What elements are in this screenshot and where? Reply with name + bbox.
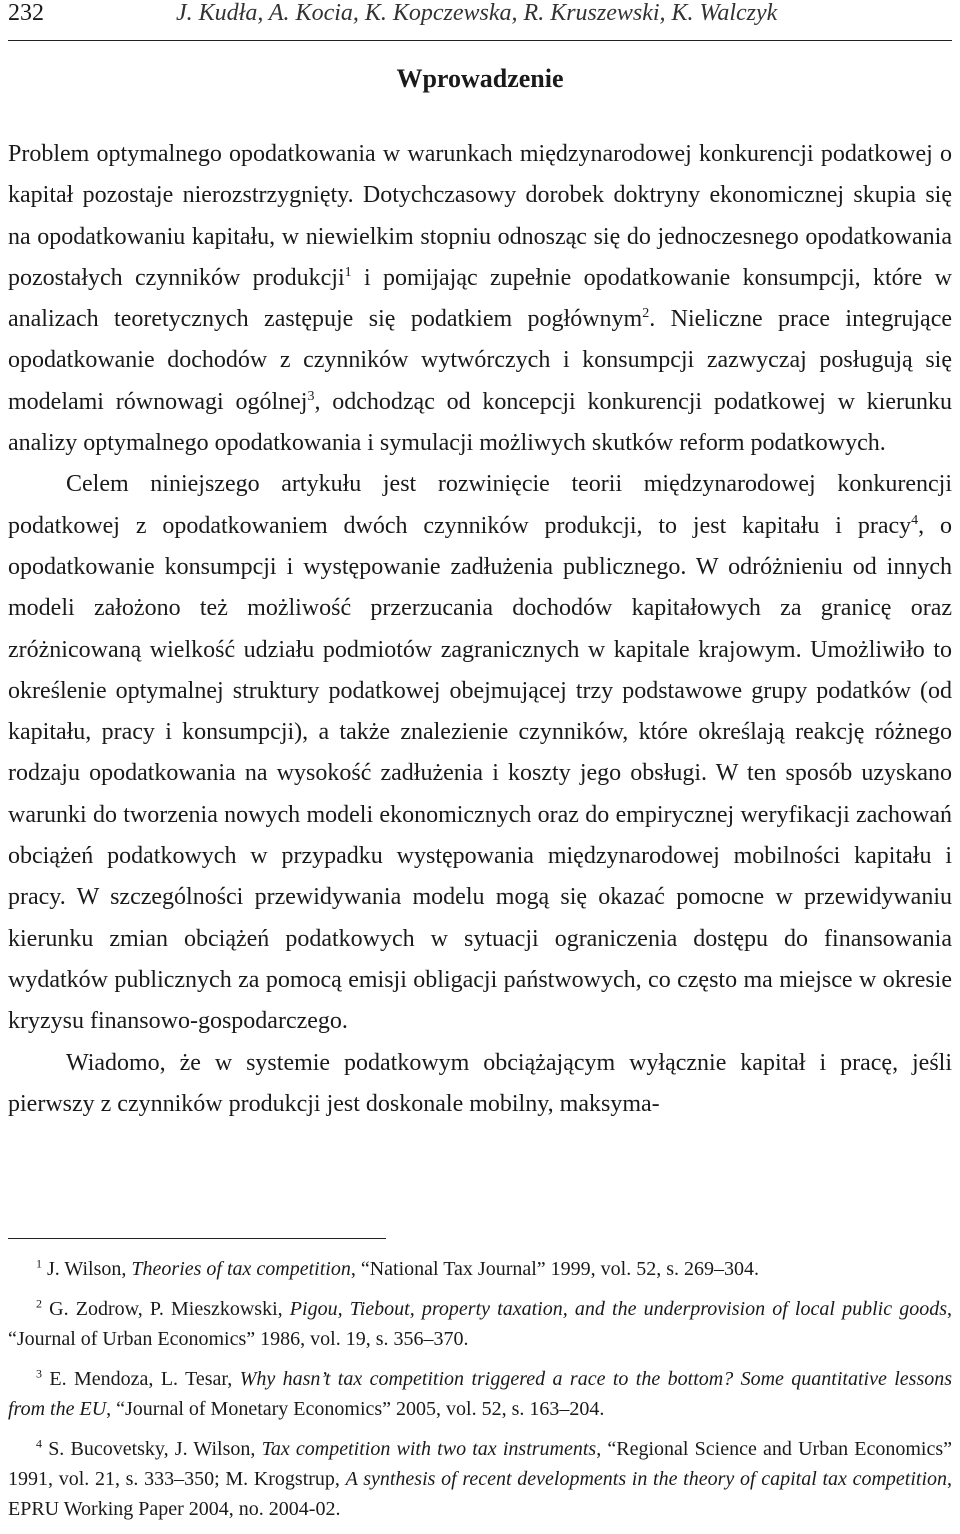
p2-text-a: Celem niniejszego artykułu jest rozwinięcie teorii międzynarodowej konkurencji podatkowej z opodatkowaniem dwóch czynników produkcji, to jest kapitału i pracy bbox=[8, 471, 952, 539]
footnote-authors: G. Zodrow, P. Mieszkowski, bbox=[49, 1298, 290, 1320]
p2-text-b: , o opodatkowanie konsumpcji i występowanie zadłużenia publicznego. W odróżnieniu od innych modeli założono też możliwość przerzucania dochodów kapitałowych za granicę oraz zróżnicowaną wielkość udziału podmiotów zagranicznych w kapitale krajowym. Umożliwiło to określenie optymalnej struktury podatkowej obejmującej trzy podstawowe grupy podatków (od kapitału, pracy i konsumpcji), a także znalezienie czynników, które określają reakcję różnego rodzaju opodatkowania na wysokość zadłużenia i koszty jego obsługi. W ten sposób uzyskano warunki do tworzenia nowych modeli ekonomicznych oraz do empirycznej weryfikacji zachowań obciążeń podatkowych w przypadku występowania międzynarodowej mobilności kapitału i pracy. W szczególności przewidywania modelu mogą się okazać pomocne w przewidywaniu kierunku zmian obciążeń podatkowych w sytuacji ograniczenia dostępu do finansowania wydatków publicznych za pomocą emisji obligacji państwowych, co często ma miejsce w okresie kryzysu finansowo-gospodarczego. bbox=[8, 512, 952, 1035]
footnote-2 bbox=[8, 1294, 952, 1354]
paragraph-3: Wiadomo, że w systemie podatkowym obciążającym wyłącznie kapitał i pracę, jeśli pierwszy z czynników produkcji jest doskonale mobilny, maksyma- bbox=[8, 1049, 952, 1117]
footnote-title: Pigou, Tiebout, property taxation, and the underprovision of local public goods bbox=[289, 1298, 948, 1320]
p1-text-c: . Nieliczne prace integrujące opodatkowanie dochodów z czynników wytwórczych i konsumpcji zazwyczaj posługują się modelami równowagi ogólnej bbox=[8, 306, 953, 415]
footnote-source: , “National Tax Journal” 1999, vol. 52, s. 269–304. bbox=[350, 1258, 760, 1280]
running-title: J. Kudła, A. Kocia, K. Kopczewska, R. Kruszewski, K. Walczyk bbox=[176, 0, 778, 26]
page-number: 232 bbox=[8, 0, 44, 26]
section-title: Wprowadzenie bbox=[396, 64, 564, 93]
footnote-ref-3: 3 bbox=[307, 388, 315, 404]
footnote-ref-1: 1 bbox=[344, 264, 352, 280]
footnote-authors: S. Bucovetsky, J. Wilson, bbox=[48, 1438, 262, 1460]
footnote-title: Theories of tax competition bbox=[131, 1258, 351, 1280]
footnote-source: , “Journal of Urban Economics” 1986, vol. 19, s. 356–370. bbox=[8, 1298, 953, 1350]
p1-text-d: , odchodząc od koncepcji konkurencji podatkowej w kierunku analizy optymalnego opodatkowania i symulacji możliwych skutków reform podatkowych. bbox=[8, 388, 952, 457]
paragraph-1 bbox=[8, 134, 952, 464]
footnote-source: , “Journal of Monetary Economics” 2005, vol. 52, s. 163–204. bbox=[106, 1398, 605, 1420]
footnote-number: 2 bbox=[36, 1296, 42, 1311]
footnote-ref-2: 2 bbox=[642, 306, 650, 322]
footnote-4 bbox=[8, 1434, 952, 1524]
footnote-number: 1 bbox=[36, 1256, 42, 1271]
footnote-source-2: , EPRU Working Paper 2004, no. 2004-02. bbox=[8, 1468, 953, 1520]
p1-text-a: Problem optymalnego opodatkowania w warunkach międzynarodowej konkurencji podatkowej o kapitał pozostaje nierozstrzygnięty. Dotychczasowy dorobek doktryny ekonomicznej skupia się na opodatkowaniu kapitału, w niewielkim stopniu odnosząc się do jednoczesnego opodatkowania pozostałych czynników produkcji bbox=[8, 141, 952, 291]
footnote-title-2: A synthesis of recent developments in the theory of capital tax competition bbox=[345, 1468, 948, 1490]
footnote-title: Why hasn’t tax competition triggered a race to the bottom? Some quantitative lessons from the EU bbox=[8, 1368, 953, 1420]
document-page bbox=[8, 0, 953, 1520]
p1-text-b: i pomijając zupełnie opodatkowanie konsumpcji, które w analizach teoretycznych zastępuje się podatkiem pogłównym bbox=[8, 264, 952, 333]
footnote-title: Tax competition with two tax instruments bbox=[261, 1438, 597, 1460]
body-text bbox=[8, 134, 952, 1125]
footnote-source: , “Regional Science and Urban Economics” 1991, vol. 21, s. 333–350; M. Krogstrup, bbox=[8, 1438, 953, 1490]
footnote-number: 4 bbox=[36, 1436, 42, 1451]
footnote-authors: J. Wilson, bbox=[47, 1258, 132, 1280]
footnote-3 bbox=[8, 1364, 952, 1424]
running-header bbox=[8, 0, 952, 41]
footnotes bbox=[8, 1254, 952, 1534]
footnote-ref-4: 4 bbox=[911, 512, 919, 528]
paragraph-2 bbox=[8, 464, 952, 1042]
footnote-divider bbox=[8, 1238, 386, 1239]
footnote-number: 3 bbox=[36, 1366, 42, 1381]
footnote-1 bbox=[8, 1254, 952, 1284]
footnote-authors: E. Mendoza, L. Tesar, bbox=[49, 1368, 240, 1390]
